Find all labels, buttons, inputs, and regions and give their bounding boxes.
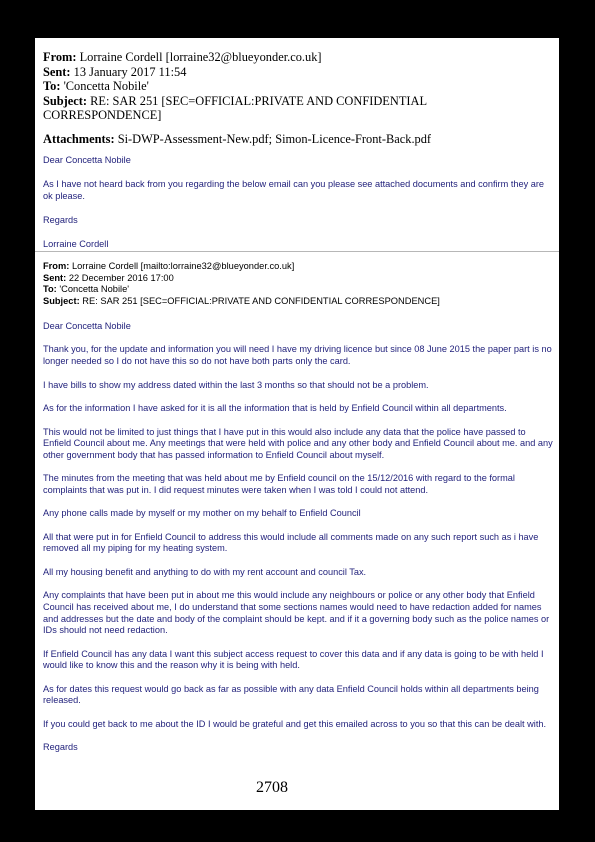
document-page: [35, 38, 559, 810]
email2-from-row: From: Lorraine Cordell [mailto:lorraine32@blueyonder.co.uk]: [43, 261, 295, 271]
page-number: 2708: [256, 779, 288, 796]
email1-from-value: Lorraine Cordell [lorraine32@blueyonder.co.uk]: [79, 50, 322, 64]
email1-from-row: From: Lorraine Cordell [lorraine32@blueyonder.co.uk]: [43, 50, 322, 64]
email2-paragraph: If Enfield Council has any data I want this subject access request to cover this data and if any data is going to be with held I would like to know this and the reason why it is being with held.: [43, 648, 544, 671]
email2-paragraph: As for the information I have asked for it is all the information that is held by Enfield Council within all departments.: [43, 403, 507, 414]
email2-closing: Regards: [43, 742, 78, 753]
email1-body: [43, 155, 548, 264]
email2-paragraph: Thank you, for the update and information you will need I have my driving licence but since 08 June 2015 the paper part is no longer needed so I do not have this so do not have both parts only the card.: [43, 344, 552, 367]
email1-paragraph: As I have not heard back from you regarding the below email can you please see attached documents and confirm they are ok please.: [43, 179, 545, 201]
email2-sent-value: 22 December 2016 17:00: [68, 272, 174, 283]
email1-sent-value: 13 January 2017 11:54: [73, 64, 187, 79]
email2-paragraph: This would not be limited to just things that I have put in this would also include any data that the police have passed to Enfield Council about me. Any meetings that were held with police and any other body and Enfield Council about me. and any other government body that has passed information to Enfield Council about myself.: [43, 426, 553, 460]
email1-header: [43, 50, 548, 123]
email2-paragraph: All my housing benefit and anything to do with my rent account and council Tax.: [43, 566, 367, 577]
email1-subject-row: Subject: RE: SAR 251 [SEC=OFFICIAL:PRIVATE AND CONFIDENTIAL CORRESPONDENCE]: [43, 93, 427, 123]
email1-attachments-value[interactable]: Si-DWP-Assessment-New.pdf; Simon-Licence-Front-Back.pdf: [117, 132, 432, 146]
email1-to-value: 'Concetta Nobile': [63, 79, 149, 94]
email1-attachments: Attachments: Si-DWP-Assessment-New.pdf; Simon-Licence-Front-Back.pdf: [43, 132, 432, 146]
email2-greeting: Dear Concetta Nobile: [43, 321, 131, 331]
email2-paragraph: Any phone calls made by myself or my mother on my behalf to Enfield Council: [43, 508, 361, 519]
email1-sent-row: Sent: 13 January 2017 11:54: [43, 64, 187, 79]
email1-subject-value: RE: SAR 251 [SEC=OFFICIAL:PRIVATE AND CONFIDENTIAL CORRESPONDENCE]: [43, 93, 427, 123]
email2-paragraph: Any complaints that have been put in about me this would include any neighbours or police or any other body that Enfield Council has received about me, I do understand that some sections names would need to have redaction added for names and addresses but the date and body of the complaint should be kept. and if it a governing body such as the police names or IDs should not need redaction.: [43, 590, 550, 636]
email2-subject-row: Subject: RE: SAR 251 [SEC=OFFICIAL:PRIVATE AND CONFIDENTIAL CORRESPONDENCE]: [43, 295, 440, 306]
email2-to-value: 'Concetta Nobile': [59, 284, 130, 295]
email-divider: [35, 251, 559, 252]
email2-subject-value: RE: SAR 251 [SEC=OFFICIAL:PRIVATE AND CONFIDENTIAL CORRESPONDENCE]: [82, 295, 440, 306]
email2-paragraph: All that were put in for Enfield Council to address this would include all comments made on any such report such as i have removed all my piping for my heating system.: [43, 531, 539, 554]
email1-signature: Lorraine Cordell: [43, 239, 109, 250]
email2-to-row: To: 'Concetta Nobile': [43, 284, 130, 295]
email2-header: [43, 261, 548, 307]
email2-paragraph: If you could get back to me about the ID I would be grateful and get this emailed across to you so that this can be dealt with.: [43, 718, 547, 729]
email1-closing: Regards: [43, 215, 78, 226]
email2-paragraph: As for dates this request would go back as far as possible with any data Enfield Council holds within all departments being released.: [43, 683, 539, 706]
email1-to-row: To: 'Concetta Nobile': [43, 79, 149, 94]
email2-body: [43, 321, 553, 766]
email2-paragraph: I have bills to show my address dated within the last 3 months so that should not be a problem.: [43, 379, 429, 390]
email1-greeting: Dear Concetta Nobile: [43, 155, 131, 165]
email2-sent-row: Sent: 22 December 2016 17:00: [43, 272, 174, 283]
email2-paragraph: The minutes from the meeting that was held about me by Enfield council on the 15/12/2016 with regard to the formal complaints that was put in. I did request minutes were taken when I was told I could not attend.: [43, 473, 515, 495]
email2-from-value: Lorraine Cordell [mailto:lorraine32@blueyonder.co.uk]: [71, 261, 295, 271]
